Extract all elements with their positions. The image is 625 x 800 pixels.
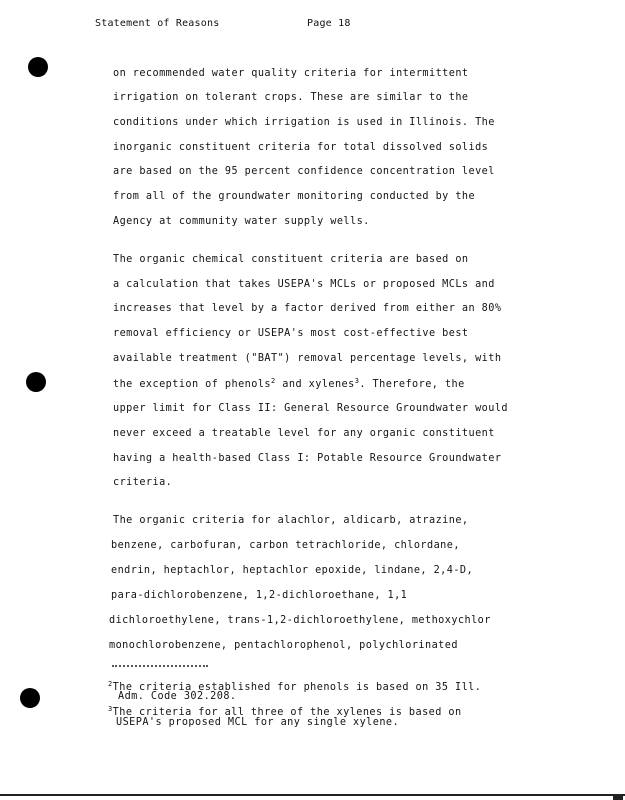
text-fragment: . Therefore, the <box>359 379 465 390</box>
text-line: conditions under which irrigation is used in Illinois. The <box>113 117 495 128</box>
text-line: criteria. <box>113 477 173 488</box>
punch-hole-middle <box>26 372 46 392</box>
footnote-ref-2[interactable]: 2 <box>271 377 276 385</box>
text-line: endrin, heptachlor, heptachlor epoxide, lindane, 2,4-D, <box>111 565 474 576</box>
text-line: monochlorobenzene, pentachlorophenol, polychlorinated <box>109 640 458 651</box>
text-line: increases that level by a factor derived from either an 80% <box>113 303 502 314</box>
scan-edge-rule <box>0 794 625 796</box>
text-line: inorganic constituent criteria for total dissolved solids <box>113 142 489 153</box>
scan-edge-mark <box>613 794 623 800</box>
footnote-3-cont: USEPA's proposed MCL for any single xylene. <box>116 717 400 728</box>
text-line: The organic chemical constituent criteria are based on <box>113 254 469 265</box>
header-title: Statement of Reasons <box>95 18 220 29</box>
text-line: available treatment ("BAT") removal percentage levels, with <box>113 353 502 364</box>
text-line: never exceed a treatable level for any organic constituent <box>113 428 495 439</box>
text-line: dichloroethylene, trans-1,2-dichloroethylene, methoxychlor <box>109 615 491 626</box>
text-line: Agency at community water supply wells. <box>113 216 370 227</box>
page-header <box>95 18 351 29</box>
footnote-2-cont: Adm. Code 302.208. <box>118 691 237 702</box>
text-line: on recommended water quality criteria for intermittent <box>113 68 469 79</box>
text-line: upper limit for Class II: General Resource Groundwater would <box>113 403 509 414</box>
footnote-separator <box>112 665 208 670</box>
punch-hole-bottom <box>20 688 40 708</box>
footnote-text: The criteria established for phenols is based on 35 Ill. <box>112 682 482 693</box>
text-line: from all of the groundwater monitoring conducted by the <box>113 191 476 202</box>
footnote-mark: 3 <box>108 705 113 713</box>
text-line: The organic criteria for alachlor, aldicarb, atrazine, <box>113 515 469 526</box>
text-fragment: and xylenes <box>282 379 355 390</box>
text-line: removal efficiency or USEPA's most cost-effective best <box>113 328 469 339</box>
text-line: are based on the 95 percent confidence concentration level <box>113 166 495 177</box>
text-line: a calculation that takes USEPA's MCLs or proposed MCLs and <box>113 279 495 290</box>
punch-hole-top <box>28 57 48 77</box>
text-line: benzene, carbofuran, carbon tetrachloride, chlordane, <box>111 540 460 551</box>
footnote-ref-3[interactable]: 3 <box>354 377 360 385</box>
footnote-mark: 2 <box>108 680 113 688</box>
footnote-text: The criteria for all three of the xylenes is based on <box>112 707 462 718</box>
text-line: para-dichlorobenzene, 1,2-dichloroethane, 1,1 <box>111 590 408 601</box>
text-fragment: the exception of phenols <box>113 379 272 390</box>
page-number: Page 18 <box>307 18 351 29</box>
text-line: having a health-based Class I: Potable Resource Groundwater <box>113 453 502 464</box>
text-line: irrigation on tolerant crops. These are similar to the <box>113 92 469 103</box>
text-line-with-footnotes <box>113 377 465 390</box>
